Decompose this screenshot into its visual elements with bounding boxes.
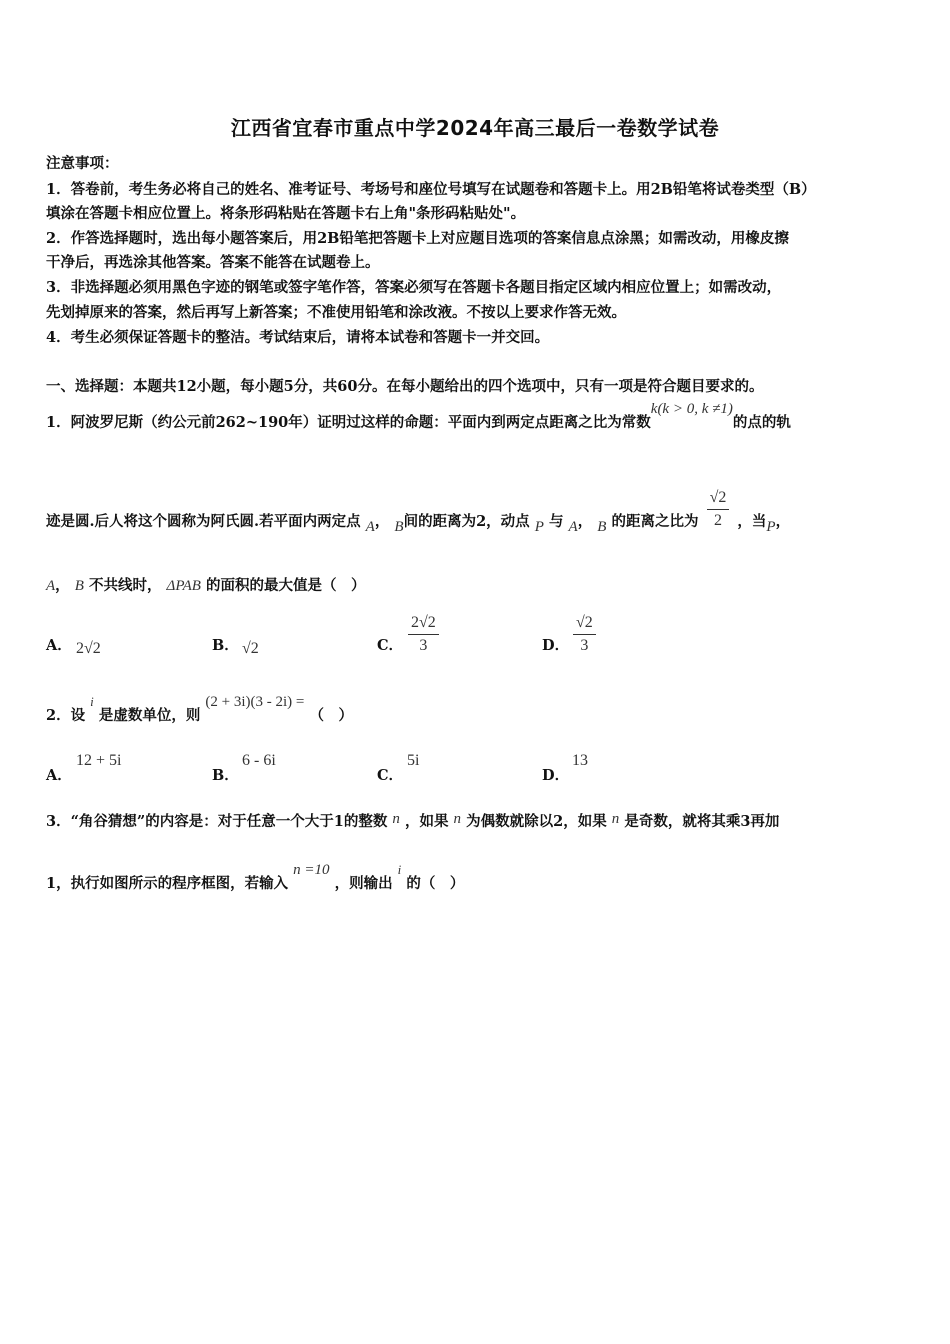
page-title: 江西省宜春市重点中学2024年高三最后一卷数学试卷 — [230, 116, 720, 140]
q1-line-2 — [46, 488, 791, 535]
q1-text: ， — [577, 513, 593, 530]
point-b: B — [74, 578, 84, 594]
q1-text: 1．阿波罗尼斯（约公元前262~190年）证明过这样的命题：平面内到两定点距离之比为常数 — [46, 414, 651, 431]
point-p: P — [766, 519, 776, 535]
variable-n: n — [611, 811, 620, 827]
q1-text: ， — [775, 513, 791, 530]
point-b: B — [394, 519, 404, 535]
input-n-equals-10: n =10 — [293, 862, 330, 878]
triangle-pab: ΔPAB — [166, 578, 201, 594]
notice-line-5: 3．非选择题必须用黑色字迹的钢笔或签字笔作答，答案必须写在答题卡各题目指定区域内相应位置上；如需改动， — [46, 279, 782, 296]
notice-line-4: 干净后，再选涂其他答案。答案不能答在试题卷上。 — [46, 254, 380, 271]
fraction-numerator: 2√2 — [408, 612, 439, 635]
notice-line-3: 2．作答选择题时，选出每小题答案后，用2B铅笔把答题卡上对应题目选项的答案信息点涂黑；如需改动，用橡皮擦 — [46, 230, 789, 247]
q2-option-c-value: 5i — [407, 752, 420, 769]
q3-line-1 — [46, 812, 779, 832]
q3-text: ，如果 — [404, 813, 449, 830]
fraction-denominator: 3 — [580, 637, 589, 654]
variable-n: n — [392, 811, 400, 827]
q3-text: 1，执行如图所示的程序框图，若输入 — [46, 875, 289, 892]
q2-text: （ ） — [309, 707, 353, 724]
point-a: A — [365, 519, 375, 535]
q2-line — [46, 694, 353, 726]
q1-text: 的面积的最大值是（ ） — [205, 577, 366, 594]
section-heading: 一、选择题：本题共12小题，每小题5分，共60分。在每小题给出的四个选项中，只有一项是符合题目要求的。 — [46, 378, 764, 395]
q2-text: 2．设 — [46, 707, 86, 724]
notice-line-7: 4．考生必须保证答题卡的整洁。考试结束后，请将本试卷和答题卡一并交回。 — [46, 329, 550, 346]
q2-text: 是虚数单位，则 — [98, 707, 201, 724]
notice-line-6: 先划掉原来的答案，然后再写上新答案；不准使用铅笔和涂改液。不按以上要求作答无效。 — [46, 304, 626, 321]
q2-option-a-label[interactable]: A． — [46, 767, 72, 784]
notice-line-2: 填涂在答题卡相应位置上。将条形码粘贴在答题卡右上角"条形码粘贴处"。 — [46, 205, 526, 222]
q1-text: 不共线时， — [88, 577, 162, 594]
q3-text: 是奇数，就将其乘3再加 — [624, 813, 780, 830]
q1-text: 与 — [548, 513, 564, 530]
q1-option-a-value: 2√2 — [76, 640, 101, 657]
point-p: P — [534, 519, 544, 535]
q1-option-d-label[interactable]: D． — [542, 637, 570, 654]
fraction-numerator: √2 — [573, 612, 596, 635]
q3-text: 3．“角谷猜想”的内容是：对于任意一个大于1的整数 — [46, 813, 388, 830]
q1-text: ， — [374, 513, 390, 530]
notice-line-1: 1．答卷前，考生务必将自己的姓名、准考证号、考场号和座位号填写在试题卷和答题卡上。用2B铅笔将试卷类型（B） — [46, 181, 816, 198]
q2-option-d-label[interactable]: D． — [542, 767, 570, 784]
q1-option-b-value: √2 — [242, 640, 259, 657]
q1-text: 的点的轨 — [732, 414, 791, 431]
q1-option-d-value — [573, 612, 596, 657]
q1-option-b-label[interactable]: B． — [212, 637, 239, 654]
q1-constant-k: k(k > 0, k ≠1) — [650, 401, 733, 417]
q3-text: 为偶数就除以2，如果 — [466, 813, 607, 830]
q1-text: ， — [55, 577, 70, 594]
q1-text: 间的距离为2，动点 — [403, 513, 530, 530]
q2-option-c-label[interactable]: C． — [377, 767, 404, 784]
q2-option-b-value: 6 - 6i — [242, 752, 276, 769]
fraction-denominator: 2 — [713, 511, 722, 529]
q1-option-c-value — [408, 612, 439, 657]
q1-text: ，当 — [737, 513, 767, 530]
q2-expression: (2 + 3i)(3 - 2i) = — [205, 694, 305, 710]
q1-line-1 — [46, 401, 791, 433]
fraction-numerator: √2 — [707, 487, 730, 510]
output-i: i — [397, 862, 402, 877]
point-a: A — [568, 519, 578, 535]
q1-line-3 — [46, 576, 365, 596]
q3-line-2 — [46, 862, 465, 894]
q1-option-a-label[interactable]: A． — [46, 637, 72, 654]
fraction-denominator: 3 — [419, 637, 428, 654]
variable-n: n — [453, 811, 462, 827]
notice-heading: 注意事项： — [46, 155, 119, 172]
ratio-fraction — [707, 487, 730, 532]
q2-option-d-value: 13 — [572, 752, 588, 769]
q1-text: 迹是圆.后人将这个圆称为阿氏圆.若平面内两定点 — [46, 513, 361, 530]
imaginary-unit: i — [90, 694, 94, 709]
q3-text: ，则输出 — [334, 875, 393, 892]
point-b: B — [597, 519, 607, 535]
q2-option-b-label[interactable]: B． — [212, 767, 239, 784]
q3-text: 的（ ） — [406, 875, 465, 892]
q2-option-a-value: 12 + 5i — [76, 752, 122, 769]
q1-option-c-label[interactable]: C． — [377, 637, 404, 654]
point-a: A — [46, 578, 56, 594]
q1-text: 的距离之比为 — [611, 513, 699, 530]
